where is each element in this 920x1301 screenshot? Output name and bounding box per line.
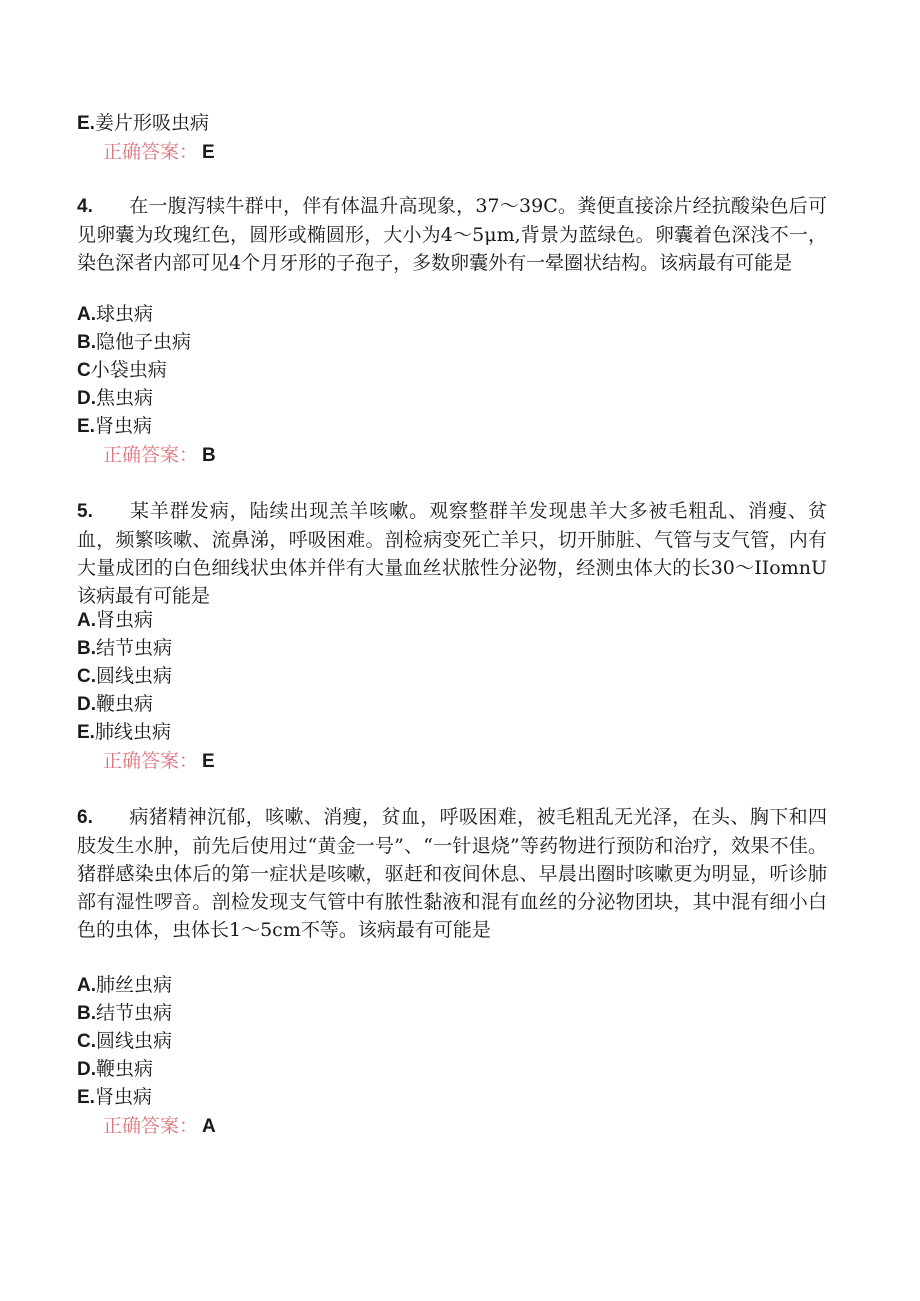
q6-option-b	[77, 999, 172, 1028]
option-letter: A.	[77, 975, 96, 996]
q5-option-d	[77, 690, 153, 719]
option-text: 圆线虫病	[96, 665, 173, 687]
option-text: 圆线虫病	[96, 1030, 173, 1052]
q3-answer	[103, 138, 215, 167]
option-letter: E.	[77, 1087, 95, 1108]
option-text: 隐他子虫病	[96, 331, 192, 353]
q5-option-b	[77, 634, 172, 663]
q5-option-c	[77, 662, 172, 691]
q5-stem	[77, 497, 827, 610]
answer-label: 正确答案：	[103, 1115, 199, 1137]
option-letter: D.	[77, 388, 96, 409]
option-text: 鞭虫病	[96, 693, 154, 715]
option-text: 焦虫病	[96, 387, 154, 409]
answer-value: A	[202, 1116, 216, 1137]
option-letter: A.	[77, 610, 96, 631]
q6-stem	[77, 803, 827, 944]
question-number: 5.	[77, 501, 93, 522]
option-text: 肾虫病	[96, 609, 154, 631]
option-letter: C	[77, 360, 91, 381]
question-number: 4.	[77, 196, 93, 217]
option-text: 肾虫病	[94, 415, 152, 437]
option-text: 球虫病	[96, 303, 154, 325]
option-letter: B.	[77, 332, 96, 353]
answer-label: 正确答案：	[103, 141, 199, 163]
answer-value: B	[202, 445, 216, 466]
option-text: 结节虫病	[96, 637, 173, 659]
q4-option-e	[77, 412, 152, 441]
q3-option-e	[77, 109, 209, 138]
q4-stem	[77, 192, 827, 277]
option-letter: B.	[77, 1003, 96, 1024]
q6-option-d	[77, 1055, 153, 1084]
q5-answer	[103, 747, 215, 776]
option-letter: E.	[77, 722, 95, 743]
option-text: 鞭虫病	[96, 1058, 154, 1080]
answer-value: E	[202, 142, 215, 163]
q6-option-c	[77, 1027, 172, 1056]
option-text: 姜片形吸虫病	[94, 112, 209, 134]
option-text: 小袋虫病	[90, 359, 167, 381]
option-letter: C.	[77, 666, 96, 687]
option-letter: C.	[77, 1031, 96, 1052]
q4-option-c	[77, 356, 167, 385]
question-text: 在一腹泻犊牛群中，伴有体温升高现象，37～39C。粪便直接涂片经抗酸染色后可见卵囊为玫瑰红色，圆形或椭圆形，大小为4～5μm,背景为蓝绿色。卵囊着色深浅不一，染色深者内部可见4个月牙形的子孢子，多数卵囊外有一晕圈状结构。该病最有可能是	[77, 195, 827, 274]
option-letter: A.	[77, 304, 96, 325]
option-text: 结节虫病	[96, 1002, 173, 1024]
option-text: 肺线虫病	[94, 721, 171, 743]
option-letter: D.	[77, 1059, 96, 1080]
q6-option-a	[77, 971, 172, 1000]
q4-answer	[103, 441, 216, 470]
q5-option-a	[77, 606, 153, 635]
question-text: 病猪精神沉郁，咳嗽、消瘦，贫血，呼吸困难，被毛粗乱无光泽，在头、胸下和四肢发生水肿，前先后使用过“黄金一号”、“一针退烧”等药物进行预防和治疗，效果不佳。猪群感染虫体后的第一症状是咳嗽，驱赶和夜间休息、早晨出圈时咳嗽更为明显，听诊肺部有湿性啰音。剖检发现支气管中有脓性黏液和混有血丝的分泌物团块，其中混有细小白色的虫体，虫体长1～5cm不等。该病最有可能是	[77, 806, 827, 941]
answer-label: 正确答案：	[103, 750, 199, 772]
option-letter: E.	[77, 416, 95, 437]
question-number: 6.	[77, 807, 93, 828]
option-letter: E.	[77, 113, 95, 134]
option-letter: D.	[77, 694, 96, 715]
q6-option-e	[77, 1083, 152, 1112]
q4-option-d	[77, 384, 153, 413]
answer-value: E	[202, 751, 215, 772]
q6-answer	[103, 1112, 216, 1141]
answer-label: 正确答案：	[103, 444, 199, 466]
q4-option-a	[77, 300, 153, 329]
question-text: 某羊群发病，陆续出现羔羊咳嗽。观察整群羊发现患羊大多被毛粗乱、消瘦、贫血，频繁咳嗽、流鼻涕，呼吸困难。剖检病变死亡羊只，切开肺脏、气管与支气管，内有大量成团的白色细线状虫体并伴有大量血丝状脓性分泌物，经测虫体大的长30～IIomnU该病最有可能是	[77, 500, 827, 607]
q4-option-b	[77, 328, 191, 357]
q5-option-e	[77, 718, 171, 747]
option-letter: B.	[77, 638, 96, 659]
option-text: 肺丝虫病	[96, 974, 173, 996]
option-text: 肾虫病	[94, 1086, 152, 1108]
